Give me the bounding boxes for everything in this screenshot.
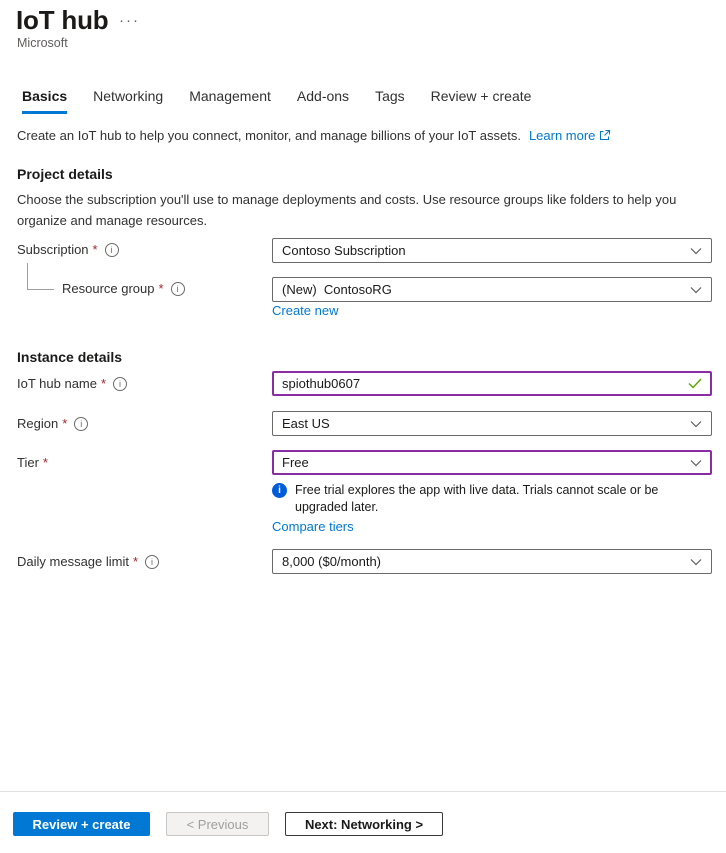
more-options-icon[interactable]: ··· [119, 12, 140, 29]
chevron-down-icon [690, 247, 702, 255]
info-icon[interactable]: i [74, 417, 88, 431]
footer-divider [0, 791, 726, 792]
previous-button[interactable]: < Previous [166, 812, 269, 836]
subscription-value: Contoso Subscription [282, 243, 406, 258]
chevron-down-icon [690, 558, 702, 566]
daily-message-limit-value: 8,000 ($0/month) [282, 554, 382, 569]
resource-group-indent-connector [27, 263, 54, 290]
required-asterisk: * [92, 242, 98, 257]
iot-hub-name-field [272, 371, 712, 396]
subscription-dropdown[interactable] [272, 238, 712, 263]
intro-text-row [17, 128, 611, 144]
required-asterisk: * [100, 376, 107, 391]
tier-value: Free [282, 455, 309, 470]
resource-group-dropdown[interactable] [272, 277, 712, 302]
learn-more-link[interactable]: Learn more [528, 128, 596, 143]
publisher-label: Microsoft [17, 36, 68, 50]
tab-networking[interactable]: Networking [93, 88, 163, 114]
subscription-label: Subscription * i [17, 242, 119, 257]
wizard-tabs [22, 88, 531, 114]
compare-tiers-link[interactable]: Compare tiers [272, 519, 354, 534]
required-asterisk: * [132, 554, 139, 569]
intro-text: Create an IoT hub to help you connect, monitor, and manage billions of your IoT assets. [17, 128, 521, 143]
tab-add-ons[interactable]: Add-ons [297, 88, 349, 114]
info-icon[interactable]: i [171, 282, 185, 296]
valid-check-icon [688, 378, 702, 389]
chevron-down-icon [690, 420, 702, 428]
iot-hub-name-input[interactable] [282, 376, 688, 391]
next-networking-button[interactable]: Next: Networking > [285, 812, 443, 836]
review-create-button[interactable]: Review + create [13, 812, 150, 836]
page-title: IoT hub [16, 5, 109, 35]
tier-info-note [272, 482, 706, 516]
chevron-down-icon [690, 459, 702, 467]
region-dropdown[interactable] [272, 411, 712, 436]
tab-basics[interactable]: Basics [22, 88, 67, 114]
required-asterisk: * [62, 416, 68, 431]
tier-dropdown[interactable] [272, 450, 712, 475]
tier-label: Tier * [17, 455, 48, 470]
project-details-heading: Project details [17, 166, 113, 182]
region-label: Region * i [17, 416, 88, 431]
info-filled-icon: i [272, 483, 287, 498]
create-new-link[interactable]: Create new [272, 303, 339, 318]
instance-details-heading: Instance details [17, 349, 123, 365]
info-icon[interactable]: i [145, 555, 159, 569]
info-icon[interactable]: i [105, 243, 119, 257]
external-link-icon [599, 129, 611, 144]
resource-group-label: Resource group * i [62, 281, 185, 296]
daily-message-limit-label: Daily message limit * i [17, 554, 159, 569]
tab-management[interactable]: Management [189, 88, 271, 114]
info-icon[interactable]: i [113, 377, 127, 391]
iot-hub-name-label: IoT hub name * i [17, 376, 127, 391]
required-asterisk: * [158, 281, 164, 296]
tier-note-text: Free trial explores the app with live data. Trials cannot scale or be upgraded later. [295, 483, 659, 514]
required-asterisk: * [42, 455, 48, 470]
project-details-description: Choose the subscription you'll use to manage deployments and costs. Use resource groups like folders to help you organize and manage resources. [17, 192, 677, 228]
chevron-down-icon [690, 286, 702, 294]
resource-group-value: (New) ContosoRG [282, 282, 392, 297]
tab-tags[interactable]: Tags [375, 88, 405, 114]
region-value: East US [282, 416, 330, 431]
daily-message-limit-dropdown[interactable] [272, 549, 712, 574]
tab-review-create[interactable]: Review + create [431, 88, 532, 114]
